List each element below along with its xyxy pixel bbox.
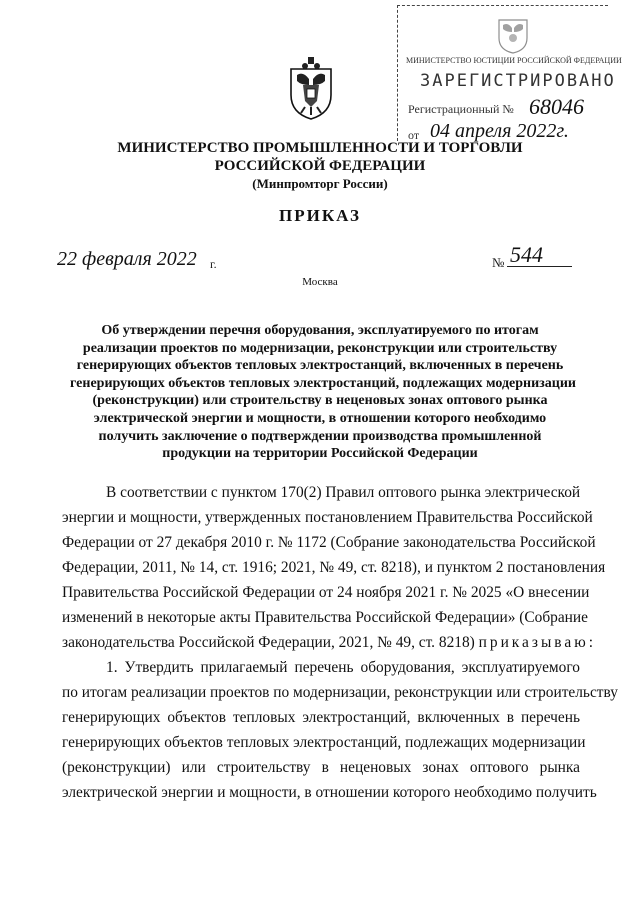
registration-stamp <box>397 5 622 142</box>
body-line <box>62 630 596 655</box>
title-line: реализации проектов по модернизации, реконструкции или строительству <box>82 340 558 356</box>
body-line: генерирующих объектов тепловых электростанций, включенных в перечень <box>62 709 580 726</box>
stamp-emblem-icon <box>493 12 533 54</box>
order-title <box>70 322 576 463</box>
stamp-status: ЗАРЕГИСТРИРОВАНО <box>420 71 616 91</box>
title-line: генерирующих объектов тепловых электростанций, подлежащих модернизации <box>70 375 576 391</box>
title-line: получить заключение о подтверждении производства промышленной <box>98 428 542 444</box>
state-emblem-icon <box>283 55 339 121</box>
body-line: 1. Утвердить прилагаемый перечень оборудования, эксплуатируемого <box>106 659 580 676</box>
title-line: генерирующих объектов тепловых электростанций, включенных в перечень <box>76 358 564 374</box>
body-line: изменений в некоторые акты Правительства Российской Федерации» (Собрание <box>62 609 588 626</box>
document-type: ПРИКАЗ <box>279 206 361 225</box>
stamp-date-prefix: от <box>408 128 420 142</box>
order-number-underline <box>507 266 572 267</box>
body-line: Федерации, 2011, № 14, ст. 1916; 2021, № 49, ст. 8218), и пунктом 2 постановления <box>62 559 606 576</box>
title-line: (реконструкции) или строительству в неценовых зонах оптового рынка <box>92 393 548 409</box>
body-line: по итогам реализации проектов по модернизации, реконструкции или строительству <box>62 684 618 701</box>
ministry-name-line2: РОССИЙСКОЙ ФЕДЕРАЦИИ <box>214 158 426 174</box>
body-line: Федерации от 27 декабря 2010 г. № 1172 (Собрание законодательства Российской <box>62 534 596 551</box>
ministry-name-line1: МИНИСТЕРСТВО ПРОМЫШЛЕННОСТИ И ТОРГОВЛИ <box>117 140 523 156</box>
stamp-number-value: 68046 <box>529 94 584 119</box>
body-line: В соответствии с пунктом 170(2) Правил оптового рынка электрической <box>106 484 581 501</box>
stamp-ministry: МИНИСТЕРСТВО ЮСТИЦИИ РОССИЙСКОЙ ФЕДЕРАЦИИ <box>406 56 622 65</box>
body-line-text: законодательства Российской Федерации, 2021, № 49, ст. 8218) <box>62 634 475 651</box>
stamp-date-value: 04 апреля 2022г. <box>430 120 569 142</box>
body-line: электрической энергии и мощности, в отношении которого необходимо получить <box>62 784 597 801</box>
order-date-handwritten: 22 февраля 2022 <box>57 248 197 270</box>
title-line: продукции на территории Российской Федерации <box>162 446 478 462</box>
order-command: приказываю: <box>478 634 596 651</box>
ministry-short-name: (Минпромторг России) <box>252 176 388 191</box>
title-line: электрической энергии и мощности, в отношении которого необходимо <box>93 410 547 426</box>
body-line: энергии и мощности, утвержденных постановлением Правительства Российской <box>62 509 593 526</box>
body-line: Правительства Российской Федерации от 24 ноября 2021 г. № 2025 «О внесении <box>62 584 590 601</box>
stamp-number-label: Регистрационный № <box>408 102 514 116</box>
order-number-handwritten: 544 <box>510 242 543 267</box>
title-line: Об утверждении перечня оборудования, эксплуатируемого по итогам <box>101 323 539 338</box>
city: Москва <box>302 276 338 288</box>
order-body <box>62 480 618 805</box>
body-line: генерирующих объектов тепловых электростанций, подлежащих модернизации <box>62 734 586 751</box>
order-date-suffix: г. <box>210 257 217 271</box>
body-line: (реконструкции) или строительству в неценовых зонах оптового рынка <box>62 759 580 776</box>
order-number-label: № <box>492 255 505 270</box>
